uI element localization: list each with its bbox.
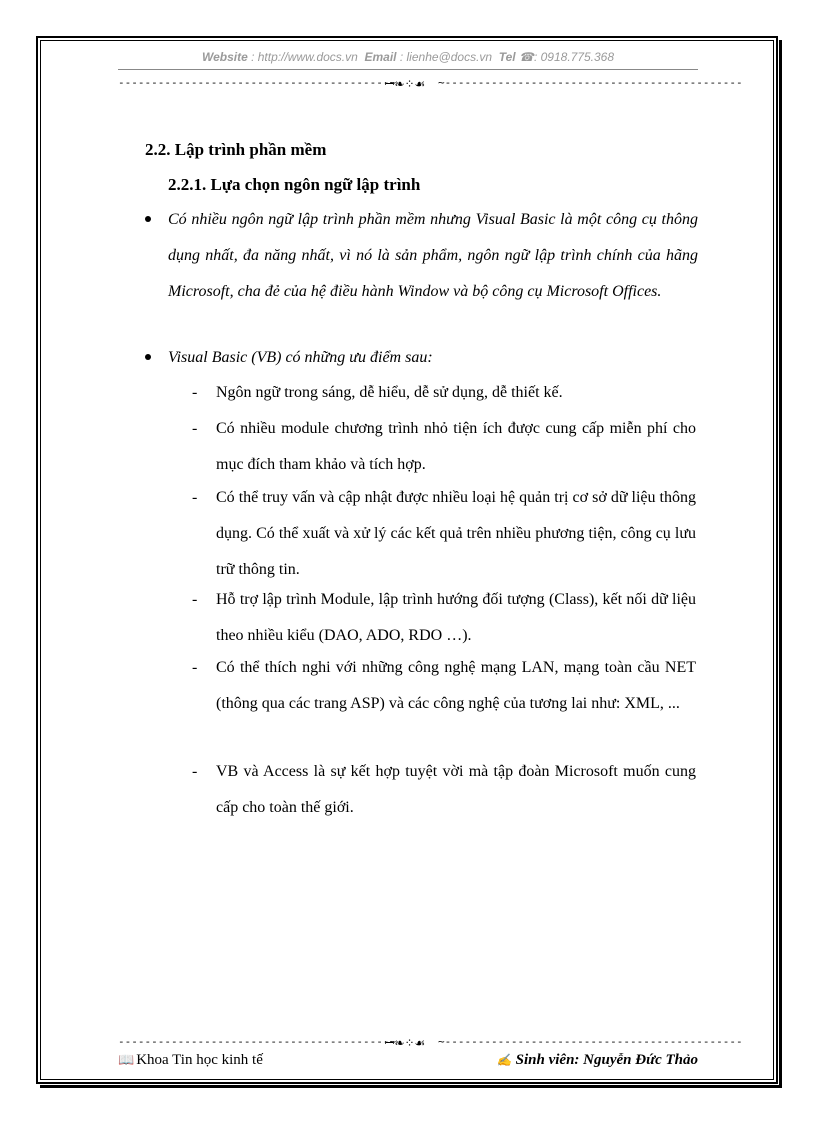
- email-value: : lienhe@docs.vn: [399, 50, 493, 64]
- book-icon: 📖: [118, 1052, 135, 1067]
- bullet-dot-icon: [145, 216, 151, 222]
- advantage-item: [192, 411, 697, 483]
- subsection-heading: 2.2.1. Lựa chọn ngôn ngữ lập trình: [168, 175, 421, 194]
- advantage-text: Hỗ trợ lập trình Module, lập trình hướng đối tượng (Class), kết nối dữ liệu theo nhiều kiểu (DAO, ADO, RDO …).: [216, 591, 696, 644]
- pen-icon: ✍: [496, 1053, 512, 1067]
- footer-student: Sinh viên: Nguyễn Đức Thảo: [515, 1052, 698, 1068]
- footer-department: Khoa Tin học kinh tế: [136, 1052, 263, 1068]
- tel-value: : 0918.775.368: [533, 50, 615, 64]
- page-header: [118, 50, 698, 64]
- footer-right: [497, 1052, 698, 1069]
- advantage-item: [192, 650, 697, 722]
- dash-mark: -: [192, 384, 198, 401]
- dash-mark: -: [192, 591, 198, 608]
- phone-icon: ☎: [519, 50, 534, 64]
- bullet-item: [145, 202, 705, 310]
- header-underline: [118, 69, 698, 70]
- website-value: : http://www.docs.vn: [251, 50, 358, 64]
- bullet-text: Có nhiều ngôn ngữ lập trình phần mềm nhưng Visual Basic là một công cụ thông dụng nhất, đa năng nhất, vì nó là sản phẩm, ngôn ngữ lập trình chính của hãng Microsoft, cha đẻ của hệ điều hành Window và bộ công cụ Microsoft Offices.: [168, 211, 698, 300]
- bullet-text: Visual Basic (VB) có những ưu điểm sau:: [168, 349, 433, 366]
- ornament-icon: ꟷ❧⁘☙: [384, 77, 426, 91]
- advantage-text: Có thể truy vấn và cập nhật được nhiều loại hệ quản trị cơ sở dữ liệu thông dụng. Có thể xuất và xử lý các kết quả trên nhiều phương tiện, công cụ lưu trữ thông tin.: [216, 489, 696, 578]
- section-heading: 2.2. Lập trình phần mềm: [145, 140, 327, 159]
- ornament-dashes-right: ~---------------------------------------------: [438, 1035, 743, 1048]
- ornament-dashes-right: ~---------------------------------------------: [438, 76, 743, 89]
- page-footer: [118, 1052, 698, 1076]
- tel-label: Tel: [498, 50, 516, 64]
- ornament-dashes-left: -----------------------------------------~: [118, 1035, 397, 1048]
- advantage-text: Có thể thích nghi với những công nghệ mạng LAN, mạng toàn cầu NET (thông qua các trang ASP) và các công nghệ của tương lai như: XML, ...: [216, 659, 696, 712]
- advantage-text: VB và Access là sự kết hợp tuyệt vời mà tập đoàn Microsoft muốn cung cấp cho toàn thế giới.: [216, 763, 696, 816]
- dash-mark: -: [192, 489, 198, 506]
- dash-mark: -: [192, 420, 198, 437]
- website-label: Website: [201, 50, 248, 64]
- bullet-dot-icon: [145, 354, 151, 360]
- advantage-text: Ngôn ngữ trong sáng, dễ hiểu, dễ sử dụng, dễ thiết kế.: [216, 384, 563, 401]
- advantage-item: [192, 375, 697, 411]
- footer-ornament: [118, 1035, 743, 1051]
- advantage-item: [192, 582, 697, 654]
- bullet-item: [145, 340, 705, 376]
- ornament-icon: ꟷ❧⁘☙: [384, 1036, 426, 1050]
- advantage-text: Có nhiều module chương trình nhỏ tiện ích được cung cấp miễn phí cho mục đích tham khảo và tích hợp.: [216, 420, 696, 473]
- dash-mark: -: [192, 763, 198, 780]
- header-ornament: [118, 76, 743, 92]
- advantage-item: [192, 754, 697, 826]
- dash-mark: -: [192, 659, 198, 676]
- email-label: Email: [364, 50, 397, 64]
- advantage-item: [192, 480, 697, 588]
- footer-left: [118, 1052, 263, 1069]
- ornament-dashes-left: -----------------------------------------~: [118, 76, 397, 89]
